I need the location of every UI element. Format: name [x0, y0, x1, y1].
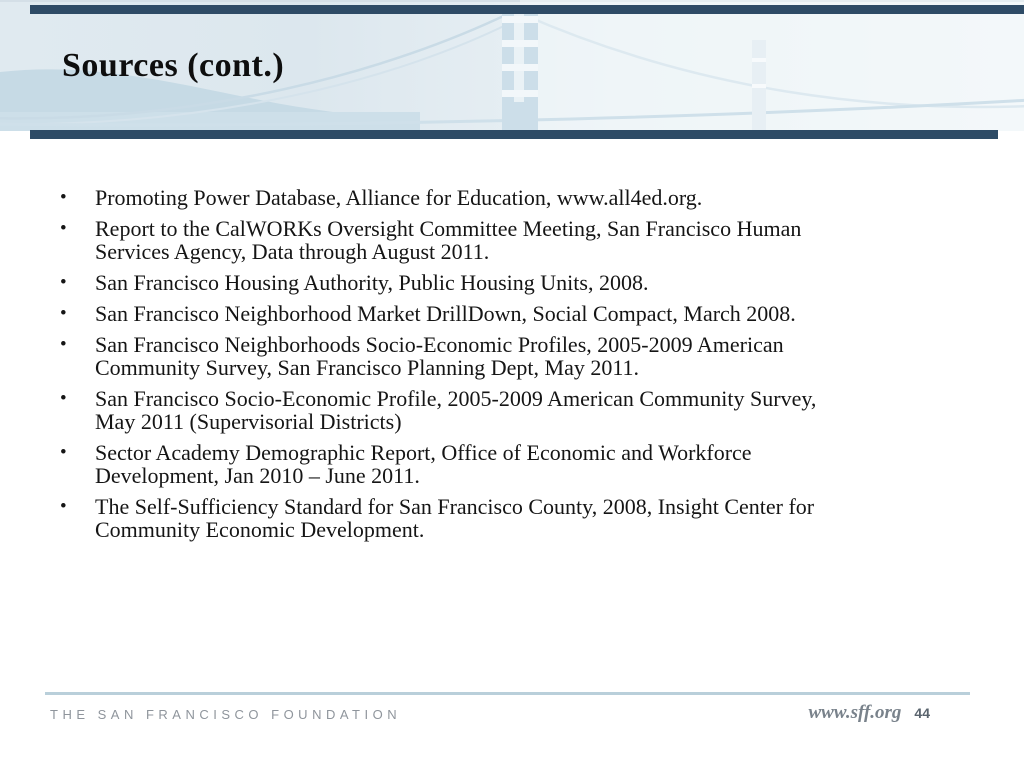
footer-website: www.sff.org [808, 702, 902, 723]
list-item-line: May 2011 (Supervisorial Districts) [95, 409, 402, 434]
top-accent-bar [30, 5, 1024, 14]
bullet-icon: • [60, 218, 67, 239]
list-item-line: Community Economic Development. [95, 517, 425, 542]
bullet-icon: • [60, 334, 67, 355]
footer-organization: THE SAN FRANCISCO FOUNDATION [50, 707, 402, 722]
page-number: 44 [914, 705, 930, 721]
bullet-icon: • [60, 496, 67, 517]
list-item-line: San Francisco Neighborhoods Socio-Economic Profiles, 2005-2009 American [95, 332, 784, 357]
list-item-line: Community Survey, San Francisco Planning Dept, May 2011. [95, 355, 640, 380]
bridge-tower [502, 6, 538, 131]
list-item [58, 271, 998, 294]
footer-divider [45, 692, 970, 695]
list-item-line: Sector Academy Demographic Report, Office of Economic and Workforce [95, 440, 752, 465]
list-item [58, 387, 998, 433]
bullet-icon: • [60, 272, 67, 293]
footer-right [809, 702, 931, 724]
slide-header [0, 0, 1024, 131]
list-item-line: Services Agency, Data through August 2011. [95, 239, 490, 264]
header-divider-bar [30, 130, 998, 139]
page-title: Sources (cont.) [62, 47, 285, 84]
list-item [58, 333, 998, 379]
list-item-line: Promoting Power Database, Alliance for Education, www.all4ed.org. [95, 185, 703, 210]
list-item [58, 495, 998, 541]
sources-list [58, 186, 998, 549]
list-item-line: Report to the CalWORKs Oversight Committee Meeting, San Francisco Human [95, 216, 802, 241]
bullet-icon: • [60, 303, 67, 324]
list-item [58, 186, 998, 209]
list-item-line: San Francisco Housing Authority, Public Housing Units, 2008. [95, 270, 649, 295]
list-item-line: Development, Jan 2010 – June 2011. [95, 463, 420, 488]
list-item-line: San Francisco Neighborhood Market DrillDown, Social Compact, March 2008. [95, 301, 796, 326]
list-item [58, 441, 998, 487]
bullet-icon: • [60, 442, 67, 463]
list-item [58, 217, 998, 263]
list-item [58, 302, 998, 325]
bullet-icon: • [60, 388, 67, 409]
list-item-line: San Francisco Socio-Economic Profile, 2005-2009 American Community Survey, [95, 386, 817, 411]
bullet-icon: • [60, 187, 67, 208]
list-item-line: The Self-Sufficiency Standard for San Francisco County, 2008, Insight Center for [95, 494, 815, 519]
